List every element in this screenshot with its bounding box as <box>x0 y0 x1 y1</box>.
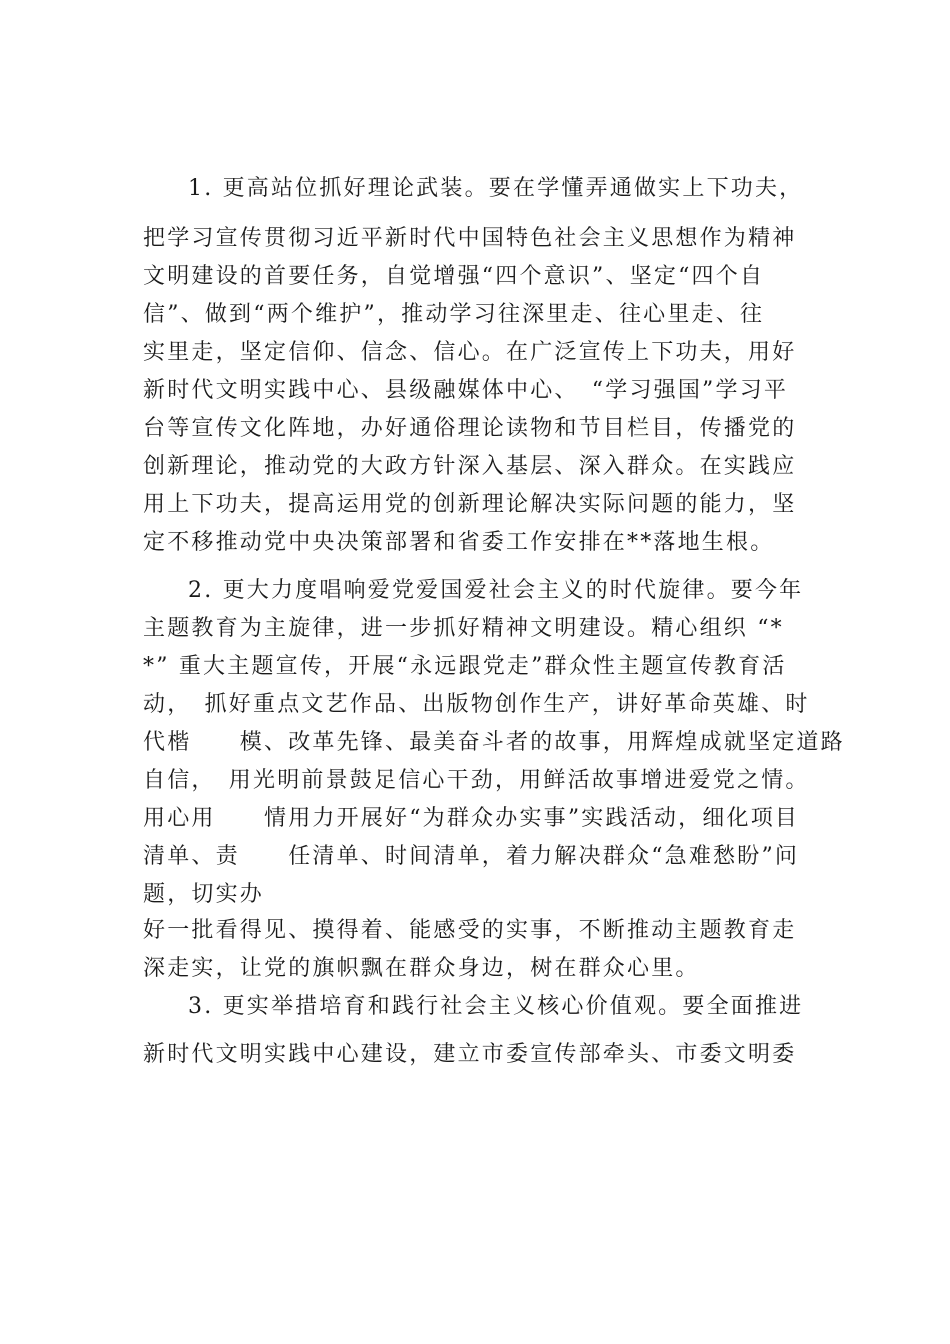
text-line: 自信， 用光明前景鼓足信心干劲，用鲜活故事增进爱党之情。 <box>143 768 810 793</box>
text-line: 主题教育为主旋律，进一步抓好精神文明建设。精心组织 “* <box>143 616 784 641</box>
text-line: 用心用 情用力开展好“为群众办实事”实践活动，细化项目 <box>143 806 800 831</box>
text-line: 台等宣传文化阵地，办好通俗理论读物和节目栏目，传播党的 <box>143 416 797 441</box>
text-line: 动， 抓好重点文艺作品、出版物创作生产，讲好革命英雄、时 <box>143 692 810 717</box>
text-line: 深走实，让党的旗帜飘在群众身边，树在群众心里。 <box>143 956 700 981</box>
text-line: 好一批看得见、摸得着、能感受的实事，不断推动主题教育走 <box>143 918 797 943</box>
text-line: 2. 更大力度唱响爱党爱国爱社会主义的时代旋律。要今年 <box>188 578 804 603</box>
text-line: 代楷 模、改革先锋、最美奋斗者的故事，用辉煌成就坚定道路 <box>143 730 845 755</box>
text-line: 新时代文明实践中心建设，建立市委宣传部牵头、市委文明委 <box>143 1042 797 1067</box>
text-line: 实里走，坚定信仰、信念、信心。在广泛宣传上下功夫，用好 <box>143 340 797 365</box>
text-line: 清单、责 任清单、时间清单，着力解决群众“急难愁盼”问 <box>143 844 800 869</box>
text-line: 3. 更实举措培育和践行社会主义核心价值观。要全面推进 <box>188 994 804 1019</box>
text-line: 信”、做到“两个维护”，推动学习往深里走、往心里走、往 <box>143 302 765 327</box>
text-line: 创新理论，推动党的大政方针深入基层、深入群众。在实践应 <box>143 454 797 479</box>
text-line: 1. 更高站位抓好理论武装。要在学懂弄通做实上下功夫， <box>188 176 804 201</box>
text-line: 用上下功夫，提高运用党的创新理论解决实际问题的能力，坚 <box>143 492 797 517</box>
text-line: 定不移推动党中央决策部署和省委工作安排在**落地生根。 <box>143 530 775 555</box>
text-line: 题，切实办 <box>143 882 265 907</box>
text-line: 新时代文明实践中心、县级融媒体中心、 “学习强国”学习平 <box>143 378 789 403</box>
text-line: 把学习宣传贯彻习近平新时代中国特色社会主义思想作为精神 <box>143 226 797 251</box>
text-line: *” 重大主题宣传，开展“永远跟党走”群众性主题宣传教育活 <box>143 654 787 679</box>
text-line: 文明建设的首要任务，自觉增强“四个意识”、坚定“四个自 <box>143 264 765 289</box>
